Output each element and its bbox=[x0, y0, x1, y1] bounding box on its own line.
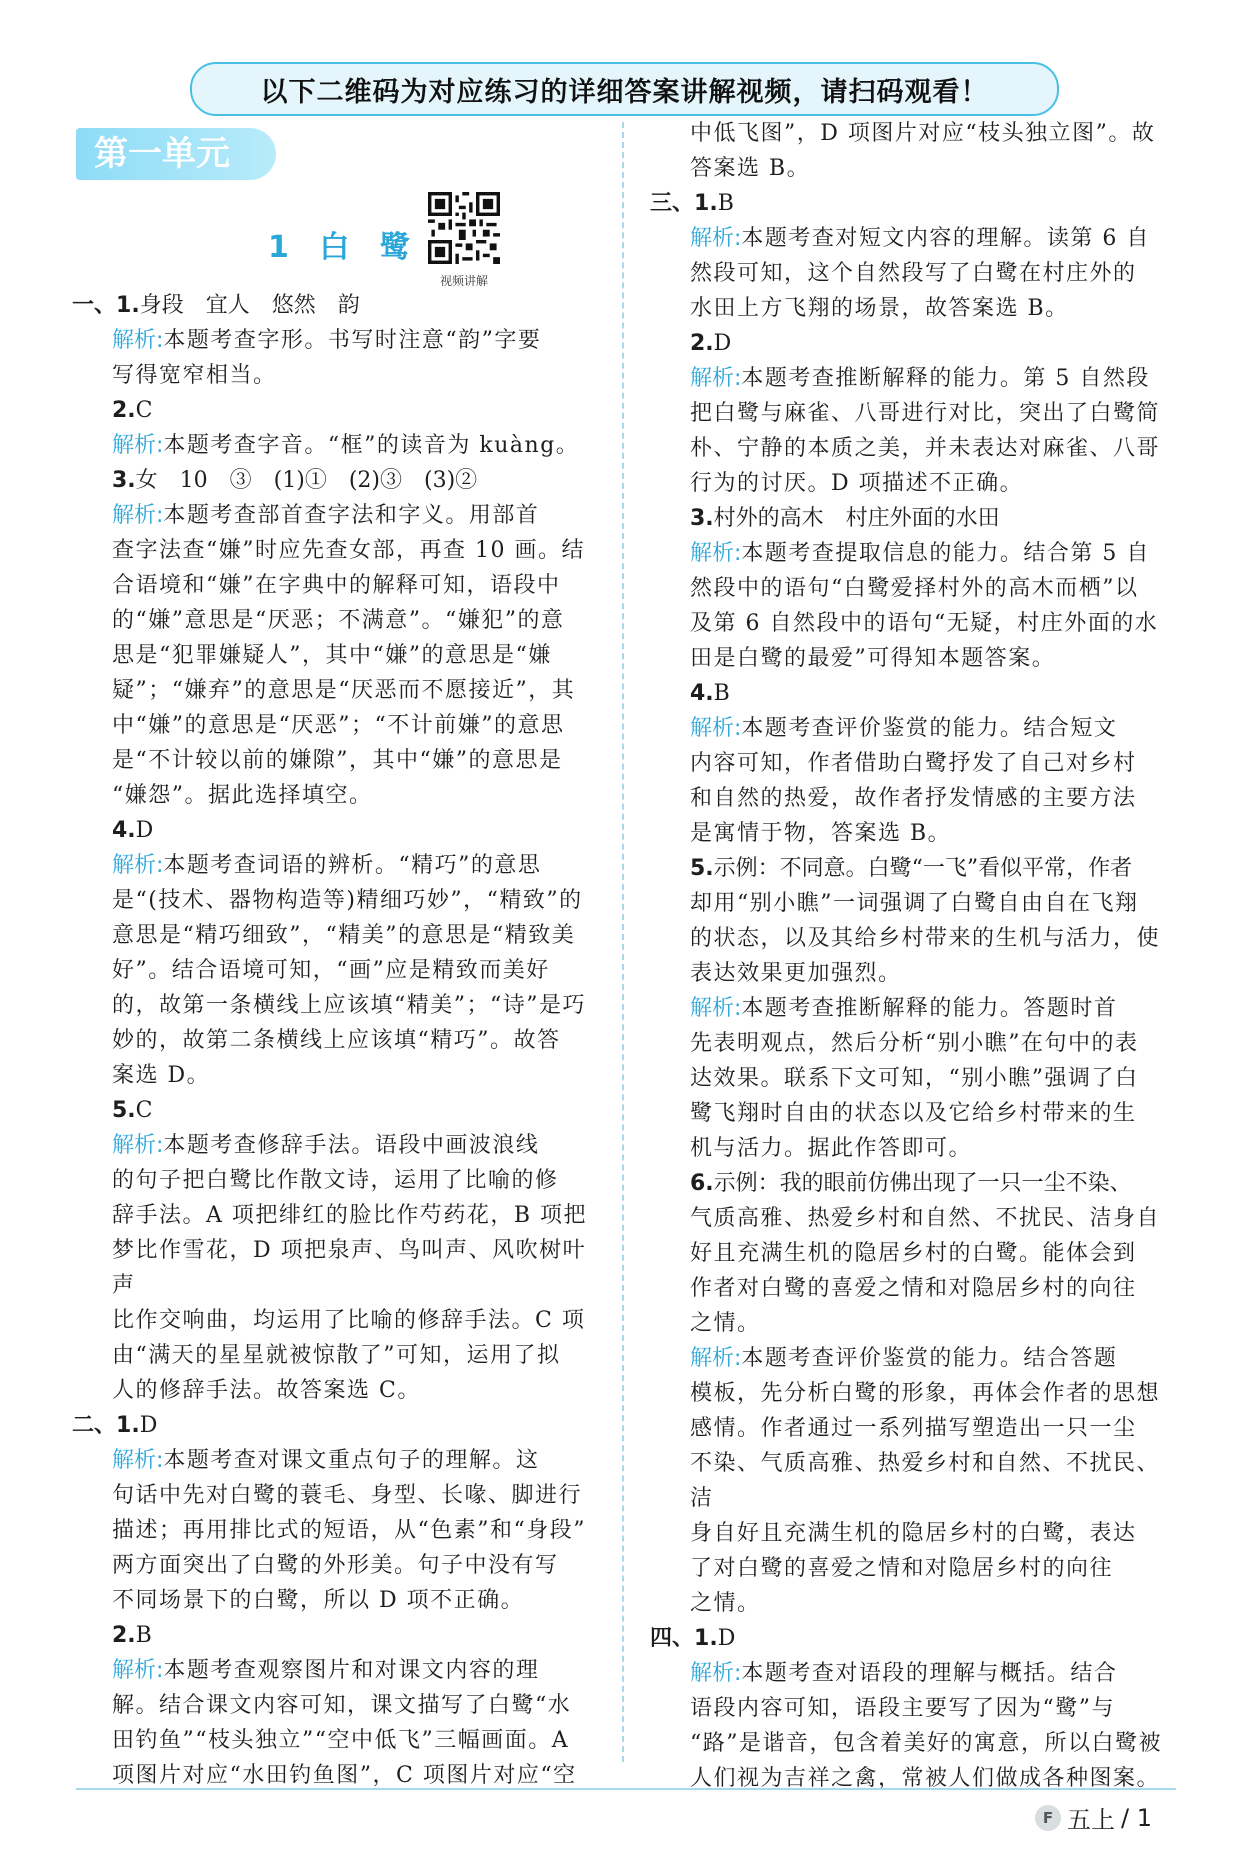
explanation-line bbox=[650, 1376, 1172, 1411]
explanation-text: 本题考查对课文重点句子的理解。这 bbox=[163, 1448, 540, 1473]
question-answer bbox=[650, 501, 1172, 536]
answer-text: D bbox=[713, 331, 732, 356]
explanation-line bbox=[650, 1726, 1172, 1761]
answer-text: B bbox=[717, 191, 734, 216]
explanation-text: 行为的讨厌。D 项描述不正确。 bbox=[690, 471, 1024, 496]
explanation-text: 是寓情于物，答案选 B。 bbox=[690, 821, 952, 846]
column-divider bbox=[622, 122, 624, 1762]
explanation-line bbox=[72, 1233, 600, 1303]
explanation-text: 不染、气质高雅、热爱乡村和自然、不扰民、洁 bbox=[690, 1451, 1161, 1511]
explanation-tag: 解析: bbox=[690, 1661, 742, 1686]
explanation-line bbox=[72, 743, 600, 778]
explanation-text: 和自然的热爱，故作者抒发情感的主要方法 bbox=[690, 786, 1137, 811]
explanation-line bbox=[650, 991, 1172, 1026]
question-answer bbox=[72, 1408, 600, 1443]
left-column bbox=[72, 288, 600, 1793]
question-answer bbox=[72, 463, 600, 498]
answer-text: D bbox=[139, 1413, 158, 1438]
answer-text: 村外的高木 村庄外面的水田 bbox=[713, 506, 1000, 531]
question-answer bbox=[650, 1166, 1172, 1201]
explanation-text: 之情。 bbox=[690, 1311, 761, 1336]
explanation-text: 模板，先分析白鹭的形象，再体会作者的思想 bbox=[690, 1381, 1161, 1406]
footer-line bbox=[76, 1788, 1176, 1790]
answer-text: 身段 宜人 悠然 韵 bbox=[139, 293, 360, 318]
explanation-text: 本题考查评价鉴赏的能力。结合答题 bbox=[741, 1346, 1118, 1371]
explanation-line bbox=[72, 1548, 600, 1583]
explanation-text: 写得宽窄相当。 bbox=[112, 363, 277, 388]
explanation-line bbox=[72, 1163, 600, 1198]
qr-code-icon[interactable] bbox=[428, 192, 500, 264]
question-number: 4. bbox=[690, 681, 714, 706]
question-number: 1. bbox=[694, 191, 718, 216]
explanation-line bbox=[72, 883, 600, 918]
grade-label: 五上 bbox=[1067, 1806, 1116, 1834]
explanation-line bbox=[650, 1201, 1172, 1236]
explanation-line bbox=[650, 1271, 1172, 1306]
explanation-line bbox=[650, 1516, 1172, 1551]
explanation-text: 本题考查对语段的理解与概括。结合 bbox=[741, 1661, 1118, 1686]
explanation-tag: 解析: bbox=[690, 541, 742, 566]
explanation-text: 由“满天的星星就被惊散了”可知，运用了拟 bbox=[112, 1343, 561, 1368]
explanation-line bbox=[72, 603, 600, 638]
explanation-line bbox=[650, 921, 1172, 956]
explanation-text: 不同场景下的白鹭，所以 D 项不正确。 bbox=[112, 1588, 525, 1613]
explanation-text: 朴、宁静的本质之美，并未表达对麻雀、八哥 bbox=[690, 436, 1161, 461]
explanation-text: “路”是谐音，包含着美好的寓意，所以白鹭被 bbox=[690, 1731, 1162, 1756]
explanation-text: 本题考查字形。书写时注意“韵”字要 bbox=[163, 328, 542, 353]
explanation-text: 比作交响曲，均运用了比喻的修辞手法。C 项 bbox=[112, 1308, 586, 1333]
explanation-line bbox=[650, 1446, 1172, 1516]
question-number: 6. bbox=[690, 1171, 714, 1196]
explanation-line bbox=[650, 431, 1172, 466]
explanation-text: 了对白鹭的喜爱之情和对隐居乡村的向往 bbox=[690, 1556, 1114, 1581]
question-number: 3. bbox=[690, 506, 714, 531]
explanation-line bbox=[72, 1443, 600, 1478]
explanation-text: 本题考查字音。“框”的读音为 kuàng。 bbox=[163, 433, 580, 458]
explanation-line bbox=[72, 1513, 600, 1548]
explanation-line bbox=[72, 568, 600, 603]
explanation-line bbox=[72, 1198, 600, 1233]
explanation-text: 的句子把白鹭比作散文诗，运用了比喻的修 bbox=[112, 1168, 559, 1193]
explanation-text: 先表明观点，然后分析“别小瞧”在句中的表 bbox=[690, 1031, 1139, 1056]
question-answer bbox=[650, 326, 1172, 361]
section-number: 三、 bbox=[650, 191, 695, 216]
explanation-line bbox=[650, 1691, 1172, 1726]
explanation-text: 表达效果更加强烈。 bbox=[690, 961, 902, 986]
explanation-text: 本题考查推断解释的能力。第 5 自然段 bbox=[741, 366, 1150, 391]
explanation-line bbox=[650, 291, 1172, 326]
explanation-line bbox=[72, 1338, 600, 1373]
page-footer bbox=[1035, 1800, 1152, 1835]
explanation-text: 气质高雅、热爱乡村和自然、不扰民、洁身自 bbox=[690, 1206, 1161, 1231]
explanation-text: 本题考查修辞手法。语段中画波浪线 bbox=[163, 1133, 540, 1158]
question-answer bbox=[650, 851, 1172, 886]
explanation-tag: 解析: bbox=[690, 716, 742, 741]
question-answer bbox=[72, 813, 600, 848]
explanation-line bbox=[650, 781, 1172, 816]
right-column bbox=[650, 116, 1172, 1796]
explanation-text: 然段中的语句“白鹭爱择村外的高木而栖”以 bbox=[690, 576, 1139, 601]
question-number: 1. bbox=[694, 1626, 718, 1651]
explanation-text: 查字法查“嫌”时应先查女部，再查 10 画。结 bbox=[112, 538, 585, 563]
section-number: 一、 bbox=[72, 293, 117, 318]
explanation-text: 之情。 bbox=[690, 1591, 761, 1616]
question-number: 5. bbox=[112, 1098, 136, 1123]
explanation-line bbox=[72, 1653, 600, 1688]
explanation-text: 描述；再用排比式的短语，从“色素”和“身段” bbox=[112, 1518, 586, 1543]
page-number: / 1 bbox=[1121, 1803, 1152, 1832]
explanation-text: 疑”；“嫌弃”的意思是“厌恶而不愿接近”，其 bbox=[112, 678, 576, 703]
explanation-text: 把白鹭与麻雀、八哥进行对比，突出了白鹭简 bbox=[690, 401, 1161, 426]
explanation-line bbox=[72, 778, 600, 813]
explanation-text: 妙的，故第二条横线上应该填“精巧”。故答 bbox=[112, 1028, 561, 1053]
qr-label: 视频讲解 bbox=[439, 274, 488, 288]
explanation-line bbox=[72, 1478, 600, 1513]
explanation-text: 鹭飞翔时自由的状态以及它给乡村带来的生 bbox=[690, 1101, 1137, 1126]
question-answer bbox=[650, 186, 1172, 221]
explanation-text: “嫌怨”。据此选择填空。 bbox=[112, 783, 373, 808]
explanation-line bbox=[650, 151, 1172, 186]
explanation-tag: 解析: bbox=[112, 853, 164, 878]
explanation-text: 答案选 B。 bbox=[690, 156, 811, 181]
explanation-line bbox=[72, 428, 600, 463]
explanation-tag: 解析: bbox=[690, 226, 742, 251]
question-number: 1. bbox=[116, 293, 140, 318]
answer-text: C bbox=[135, 398, 153, 423]
explanation-text: 合语境和“嫌”在字典中的解释可知，语段中 bbox=[112, 573, 561, 598]
explanation-text: 人的修辞手法。故答案选 C。 bbox=[112, 1378, 421, 1403]
explanation-line bbox=[72, 1688, 600, 1723]
explanation-text: 是“(技术、器物构造等)精细巧妙”，“精致”的 bbox=[112, 888, 583, 913]
video-banner: 以下二维码为对应练习的详细答案讲解视频，请扫码观看！ bbox=[190, 62, 1059, 116]
explanation-line bbox=[72, 1373, 600, 1408]
explanation-line bbox=[72, 1303, 600, 1338]
explanation-text: 人们视为吉祥之禽，常被人们做成各种图案。 bbox=[690, 1766, 1161, 1791]
explanation-line bbox=[650, 396, 1172, 431]
explanation-tag: 解析: bbox=[690, 1346, 742, 1371]
explanation-tag: 解析: bbox=[112, 1448, 164, 1473]
question-number: 2. bbox=[690, 331, 714, 356]
question-answer bbox=[72, 1093, 600, 1128]
answer-text: D bbox=[717, 1626, 736, 1651]
explanation-line bbox=[650, 1551, 1172, 1586]
question-answer bbox=[650, 676, 1172, 711]
explanation-line bbox=[72, 1128, 600, 1163]
explanation-line bbox=[72, 358, 600, 393]
explanation-text: 解。结合课文内容可知，课文描写了白鹭“水 bbox=[112, 1693, 572, 1718]
explanation-text: 本题考查对短文内容的理解。读第 6 自 bbox=[741, 226, 1150, 251]
explanation-text: 两方面突出了白鹭的外形美。句子中没有写 bbox=[112, 1553, 559, 1578]
section-number: 四、 bbox=[650, 1626, 695, 1651]
answer-text: D bbox=[135, 818, 154, 843]
section-number: 二、 bbox=[72, 1413, 117, 1438]
explanation-line bbox=[650, 221, 1172, 256]
explanation-line bbox=[650, 711, 1172, 746]
explanation-line bbox=[650, 1656, 1172, 1691]
explanation-text: 本题考查提取信息的能力。结合第 5 自 bbox=[741, 541, 1150, 566]
explanation-text: 是“不计较以前的嫌隙”，其中“嫌”的意思是 bbox=[112, 748, 563, 773]
answer-text: 示例：不同意。白鹭“一飞”看似平常，作者 bbox=[713, 856, 1133, 881]
explanation-tag: 解析: bbox=[112, 433, 164, 458]
explanation-text: 项图片对应“水田钓鱼图”，C 项图片对应“空 bbox=[112, 1763, 577, 1788]
publisher-logo-icon: F bbox=[1035, 1805, 1061, 1831]
explanation-text: 田是白鹭的最爱”可得知本题答案。 bbox=[690, 646, 1056, 671]
explanation-text: 感情。作者通过一系列描写塑造出一只一尘 bbox=[690, 1416, 1137, 1441]
explanation-tag: 解析: bbox=[690, 996, 742, 1021]
explanation-line bbox=[650, 536, 1172, 571]
answer-text: 女 10 ③ (1)① (2)③ (3)② bbox=[135, 468, 478, 493]
answer-text: 示例：我的眼前仿佛出现了一只一尘不染、 bbox=[713, 1171, 1132, 1196]
explanation-line bbox=[72, 1058, 600, 1093]
explanation-text: 好”。结合语境可知，“画”应是精致而美好 bbox=[112, 958, 550, 983]
explanation-text: 句话中先对白鹭的蓑毛、身型、长喙、脚进行 bbox=[112, 1483, 583, 1508]
question-number: 4. bbox=[112, 818, 136, 843]
question-number: 2. bbox=[112, 398, 136, 423]
explanation-text: 水田上方飞翔的场景，故答案选 B。 bbox=[690, 296, 1069, 321]
explanation-line bbox=[650, 1131, 1172, 1166]
explanation-text: 及第 6 自然段中的语句“无疑，村庄外面的水 bbox=[690, 611, 1159, 636]
explanation-text: 的，故第一条横线上应该填“精美”；“诗”是巧 bbox=[112, 993, 586, 1018]
explanation-line bbox=[72, 848, 600, 883]
explanation-text: 田钓鱼”“枝头独立”“空中低飞”三幅画面。A bbox=[112, 1728, 570, 1753]
explanation-text: 案选 D。 bbox=[112, 1063, 211, 1088]
explanation-line bbox=[650, 466, 1172, 501]
explanation-line bbox=[650, 1096, 1172, 1131]
explanation-text: 语段内容可知，语段主要写了因为“鹭”与 bbox=[690, 1696, 1115, 1721]
explanation-line bbox=[650, 1061, 1172, 1096]
explanation-line bbox=[72, 1723, 600, 1758]
explanation-line bbox=[72, 988, 600, 1023]
explanation-line bbox=[650, 1026, 1172, 1061]
explanation-text: 辞手法。A 项把绯红的脸比作芍药花，B 项把 bbox=[112, 1203, 588, 1228]
explanation-line bbox=[72, 638, 600, 673]
explanation-text: 却用“别小瞧”一词强调了白鹭自由自在飞翔 bbox=[690, 891, 1139, 916]
explanation-text: 的“嫌”意思是“厌恶；不满意”。“嫌犯”的意 bbox=[112, 608, 565, 633]
explanation-tag: 解析: bbox=[112, 328, 164, 353]
explanation-text: 作者对白鹭的喜爱之情和对隐居乡村的向往 bbox=[690, 1276, 1137, 1301]
explanation-line bbox=[650, 1411, 1172, 1446]
question-answer bbox=[650, 1621, 1172, 1656]
explanation-text: 本题考查部首查字法和字义。用部首 bbox=[163, 503, 540, 528]
explanation-line bbox=[650, 1236, 1172, 1271]
explanation-line bbox=[72, 918, 600, 953]
explanation-text: 本题考查推断解释的能力。答题时首 bbox=[741, 996, 1118, 1021]
explanation-text: 然段可知，这个自然段写了白鹭在村庄外的 bbox=[690, 261, 1137, 286]
explanation-line bbox=[72, 498, 600, 533]
explanation-tag: 解析: bbox=[112, 1658, 164, 1683]
question-number: 2. bbox=[112, 1623, 136, 1648]
question-number: 5. bbox=[690, 856, 714, 881]
lesson-title: 1 白 鹭 bbox=[268, 230, 420, 265]
question-answer bbox=[72, 288, 600, 323]
explanation-line bbox=[650, 256, 1172, 291]
explanation-line bbox=[72, 673, 600, 708]
explanation-text: 本题考查词语的辨析。“精巧”的意思 bbox=[163, 853, 542, 878]
explanation-line bbox=[650, 886, 1172, 921]
explanation-text: 意思是“精巧细致”，“精美”的意思是“精致美 bbox=[112, 923, 576, 948]
explanation-text: 中“嫌”的意思是“厌恶”；“不计前嫌”的意思 bbox=[112, 713, 565, 738]
explanation-line bbox=[650, 816, 1172, 851]
explanation-text: 本题考查观察图片和对课文内容的理 bbox=[163, 1658, 540, 1683]
explanation-text: 机与活力。据此作答即可。 bbox=[690, 1136, 973, 1161]
explanation-text: 内容可知，作者借助白鹭抒发了自己对乡村 bbox=[690, 751, 1137, 776]
explanation-line bbox=[650, 1341, 1172, 1376]
question-number: 3. bbox=[112, 468, 136, 493]
explanation-text: 身自好且充满生机的隐居乡村的白鹭，表达 bbox=[690, 1521, 1137, 1546]
question-number: 1. bbox=[116, 1413, 140, 1438]
explanation-text: 好且充满生机的隐居乡村的白鹭。能体会到 bbox=[690, 1241, 1137, 1266]
question-answer bbox=[72, 1618, 600, 1653]
question-answer bbox=[72, 393, 600, 428]
unit-title: 第一单元 bbox=[76, 128, 276, 180]
explanation-line bbox=[650, 1306, 1172, 1341]
explanation-text: 中低飞图”，D 项图片对应“枝头独立图”。故 bbox=[690, 121, 1156, 146]
answer-text: B bbox=[135, 1623, 152, 1648]
explanation-line bbox=[650, 641, 1172, 676]
explanation-text: 达效果。联系下文可知，“别小瞧”强调了白 bbox=[690, 1066, 1139, 1091]
explanation-line bbox=[650, 1761, 1172, 1796]
explanation-line bbox=[72, 533, 600, 568]
explanation-line bbox=[72, 953, 600, 988]
explanation-tag: 解析: bbox=[690, 366, 742, 391]
explanation-text: 的状态，以及其给乡村带来的生机与活力，使 bbox=[690, 926, 1161, 951]
explanation-text: 梦比作雪花，D 项把泉声、鸟叫声、风吹树叶声 bbox=[112, 1238, 587, 1298]
explanation-line bbox=[72, 708, 600, 743]
explanation-line bbox=[650, 1586, 1172, 1621]
explanation-line bbox=[72, 1023, 600, 1058]
explanation-line bbox=[650, 361, 1172, 396]
answer-text: B bbox=[713, 681, 730, 706]
explanation-line bbox=[72, 1583, 600, 1618]
explanation-line bbox=[72, 323, 600, 358]
explanation-line bbox=[650, 956, 1172, 991]
explanation-tag: 解析: bbox=[112, 503, 164, 528]
explanation-line bbox=[650, 571, 1172, 606]
explanation-line bbox=[650, 116, 1172, 151]
explanation-line bbox=[650, 606, 1172, 641]
explanation-line bbox=[650, 746, 1172, 781]
answer-text: C bbox=[135, 1098, 153, 1123]
explanation-text: 思是“犯罪嫌疑人”，其中“嫌”的意思是“嫌 bbox=[112, 643, 552, 668]
explanation-text: 本题考查评价鉴赏的能力。结合短文 bbox=[741, 716, 1118, 741]
explanation-tag: 解析: bbox=[112, 1133, 164, 1158]
